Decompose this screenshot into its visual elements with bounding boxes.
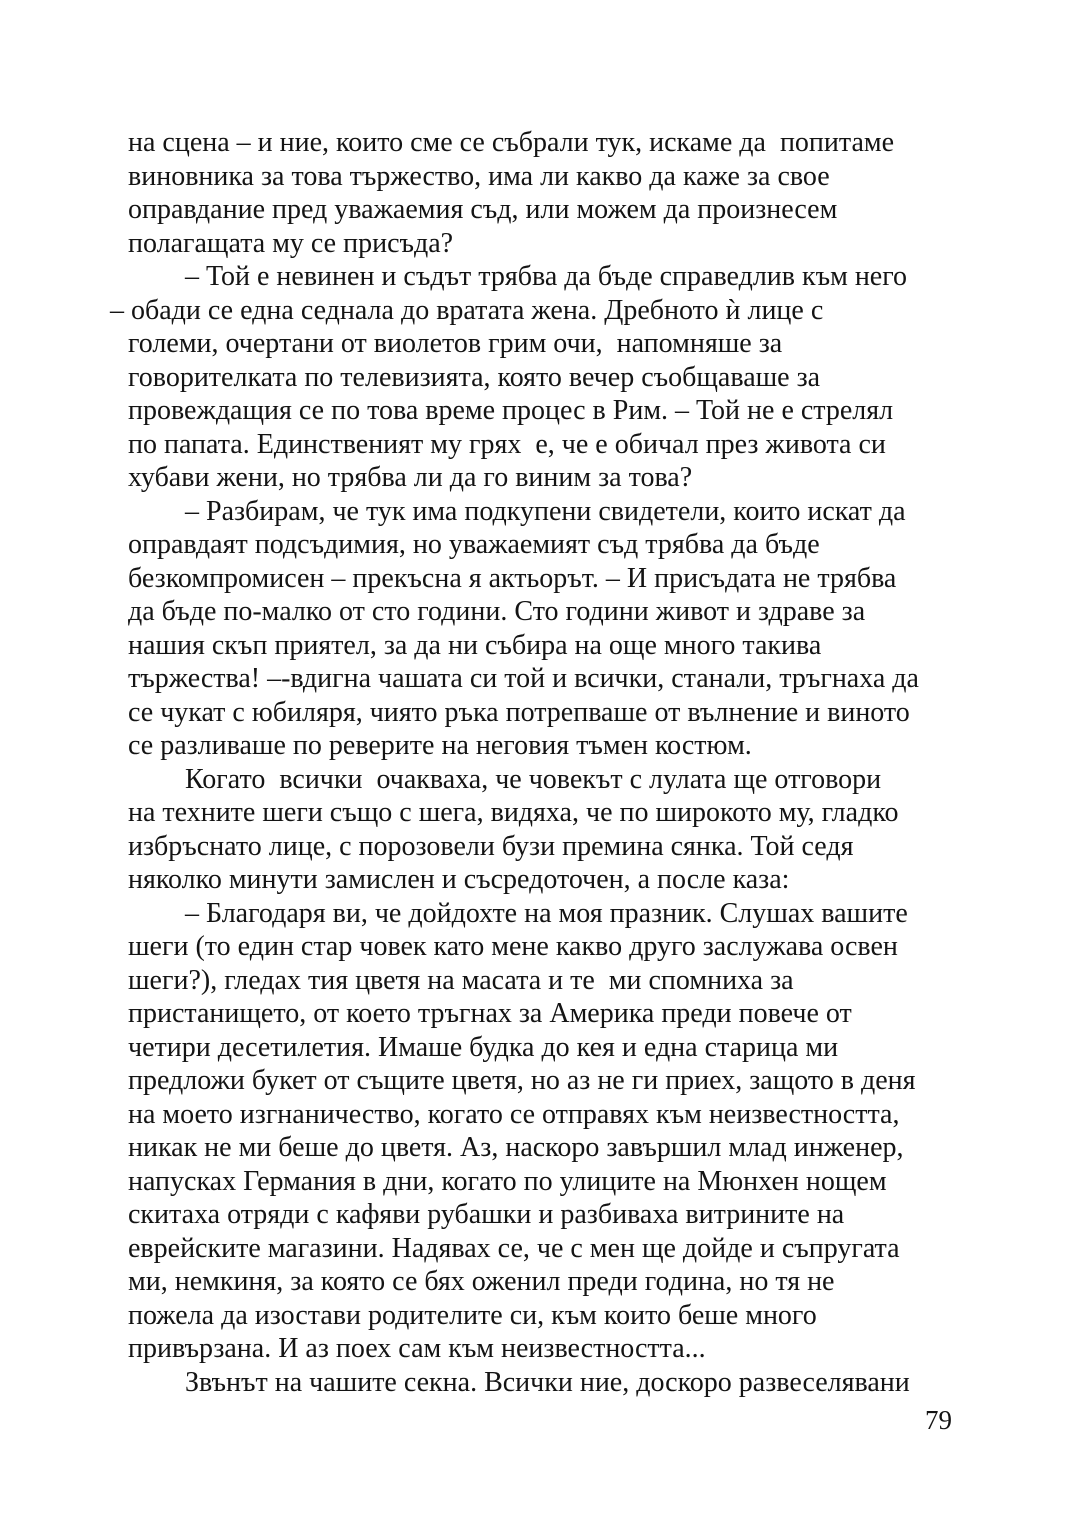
text-line: напусках Германия в дни, когато по улиците на Мюнхен нощем: [128, 1165, 887, 1197]
text-line: тържества! –-вдигна чашата си той и всички, станали, тръгнаха да: [128, 663, 919, 694]
text-line: привързана. И аз поех сам към неизвестността...: [128, 1333, 706, 1364]
text-line: големи, очертани от виолетов грим очи, напомняше за: [128, 328, 783, 359]
text-line: еврейските магазини. Надявах се, че с мен ще дойде и съпругата: [128, 1232, 900, 1264]
text-line: безкомпромисен – прекъсна я актьорът. – И присъдата не трябва: [128, 562, 897, 594]
text-line: пожела да изостави родителите си, към които беше много: [128, 1299, 817, 1331]
text-line: на сцена – и ние, които сме се събрали тук, искаме да попитаме: [128, 127, 895, 158]
text-line: скитаха отряди с кафяви рубашки и разбиваха витрините на: [128, 1199, 845, 1230]
page-number: 79: [925, 1405, 952, 1435]
text-line: оправдаят подсъдимия, но уважаемият съд трябва да бъде: [128, 529, 820, 560]
text-line: – Благодаря ви, че дойдохте на моя празник. Слушах вашите: [185, 897, 908, 929]
text-line: по папата. Единственият му грях е, че е обичал през живота си: [128, 428, 886, 460]
text-line: провеждащия се по това време процес в Рим. – Той не е стрелял: [128, 395, 894, 426]
text-line: шеги?), гледах тия цветя на масата и те ми спомниха за: [128, 964, 794, 996]
text-line: се разливаше по реверите на неговия тъмен костюм.: [128, 730, 752, 761]
text-line: четири десетилетия. Имаше будка до кея и една старица ми: [128, 1031, 839, 1063]
text-line: полагащата му се присъда?: [128, 227, 454, 259]
text-line: – обади се една седнала до вратата жена. Дребното ѝ лице с: [110, 294, 824, 326]
text-line: виновника за това тържество, има ли какво да каже за свое: [128, 160, 830, 192]
text-line: Когато всички очакваха, че човекът с лулата ще отговори: [185, 763, 882, 795]
text-line: предложи букет от същите цветя, но аз не ги приех, защото в деня: [128, 1065, 916, 1096]
text-line: говорителката по телевизията, която вечер съобщаваше за: [128, 361, 821, 393]
text-line: оправдание пред уважаемия съд, или можем да произнесем: [128, 194, 838, 225]
text-line: избръснато лице, с порозовели бузи премина сянка. Той седя: [128, 830, 854, 862]
text-line: да бъде по-малко от сто години. Сто години живот и здраве за: [128, 596, 866, 627]
text-line: на техните шеги също с шега, видяха, че по широкото му, гладко: [128, 797, 899, 828]
text-line: – Той е невинен и съдът трябва да бъде справедлив към него: [185, 261, 908, 292]
text-line: се чукат с юбиляря, чиято ръка потрепваше от вълнение и виното: [128, 696, 910, 728]
text-line: нашия скъп приятел, за да ни събира на още много такива: [128, 629, 822, 661]
page-text-block: [110, 126, 954, 1399]
text-line: няколко минути замислен и съсредоточен, а после каза:: [128, 864, 790, 895]
text-line: на моето изгнаничество, когато се отправях към неизвестността,: [128, 1098, 900, 1130]
text-line: ми, немкиня, за която се бях оженил преди година, но тя не: [128, 1266, 835, 1297]
text-line: шеги (то един стар човек като мене какво друго заслужава освен: [128, 931, 898, 962]
text-line: никак не ми беше до цветя. Аз, наскоро завършил млад инженер,: [128, 1132, 904, 1163]
text-line: пристанището, от което тръгнах за Америка преди повече от: [128, 998, 852, 1029]
text-line: – Разбирам, че тук има подкупени свидетели, които искат да: [185, 495, 906, 527]
text-line: хубави жени, но трябва ли да го виним за това?: [128, 462, 693, 493]
text-line: Звънът на чашите секна. Всички ние, доскоро развеселявани: [185, 1366, 910, 1398]
